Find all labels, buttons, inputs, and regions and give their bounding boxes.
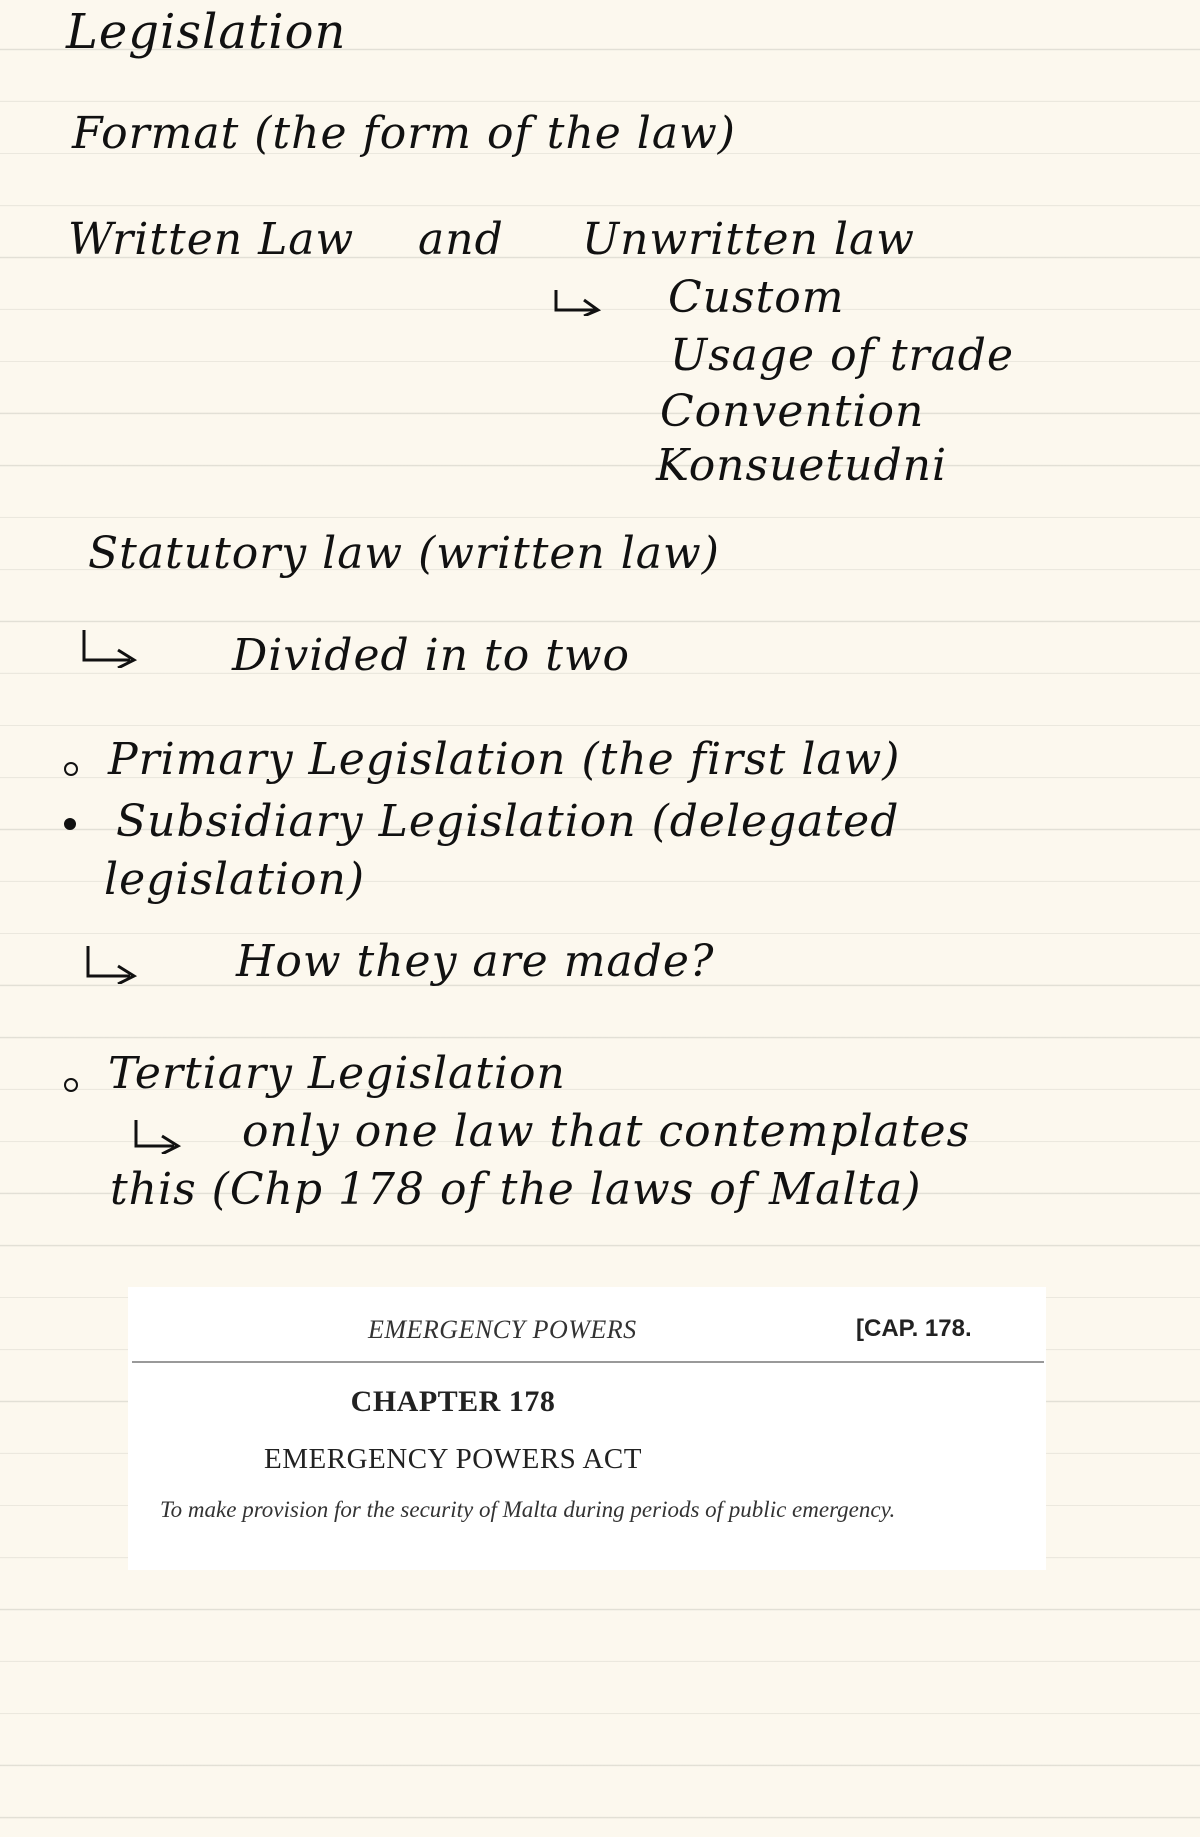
arrow-icon	[82, 944, 144, 984]
subsidiary-legislation-line2: legislation)	[104, 854, 365, 905]
tertiary-note-line2: this (Chp 178 of the laws of Malta)	[110, 1164, 922, 1215]
arrow-icon	[130, 1118, 188, 1154]
how-made-question: How they are made?	[236, 936, 715, 987]
heading-legislation: Legislation	[66, 4, 347, 60]
subsidiary-legislation-line1: Subsidiary Legislation (delegated	[116, 796, 900, 847]
bullet-icon	[64, 818, 76, 830]
header-divider	[132, 1361, 1044, 1363]
unwritten-law-label: Unwritten law	[582, 214, 915, 265]
divided-line: Divided in to two	[232, 630, 631, 681]
running-title: EMERGENCY POWERS	[368, 1315, 637, 1344]
legislation-clipping	[128, 1287, 1046, 1570]
bullet-icon	[64, 762, 78, 776]
arrow-icon	[78, 628, 144, 668]
tertiary-legislation: Tertiary Legislation	[108, 1048, 566, 1099]
custom-item: Custom	[668, 272, 845, 323]
tertiary-note-line1: only one law that contemplates	[242, 1106, 971, 1157]
written-law-label: Written Law	[68, 214, 355, 265]
chapter-heading: CHAPTER 178	[350, 1385, 556, 1418]
act-title: EMERGENCY POWERS ACT	[264, 1443, 642, 1475]
statutory-law-line: Statutory law (written law)	[88, 528, 720, 579]
arrow-icon	[552, 288, 604, 316]
konsuetudni-item: Konsuetudni	[656, 440, 948, 491]
format-line: Format (the form of the law)	[72, 108, 736, 159]
act-purpose: To make provision for the security of Malta during periods of public emergency.	[160, 1497, 896, 1522]
and-word: and	[418, 214, 504, 265]
usage-of-trade-item: Usage of trade	[670, 330, 1014, 381]
primary-legislation: Primary Legislation (the first law)	[108, 734, 901, 785]
cap-reference: [CAP. 178.	[856, 1315, 972, 1342]
bullet-icon	[64, 1078, 78, 1092]
convention-item: Convention	[660, 386, 925, 437]
